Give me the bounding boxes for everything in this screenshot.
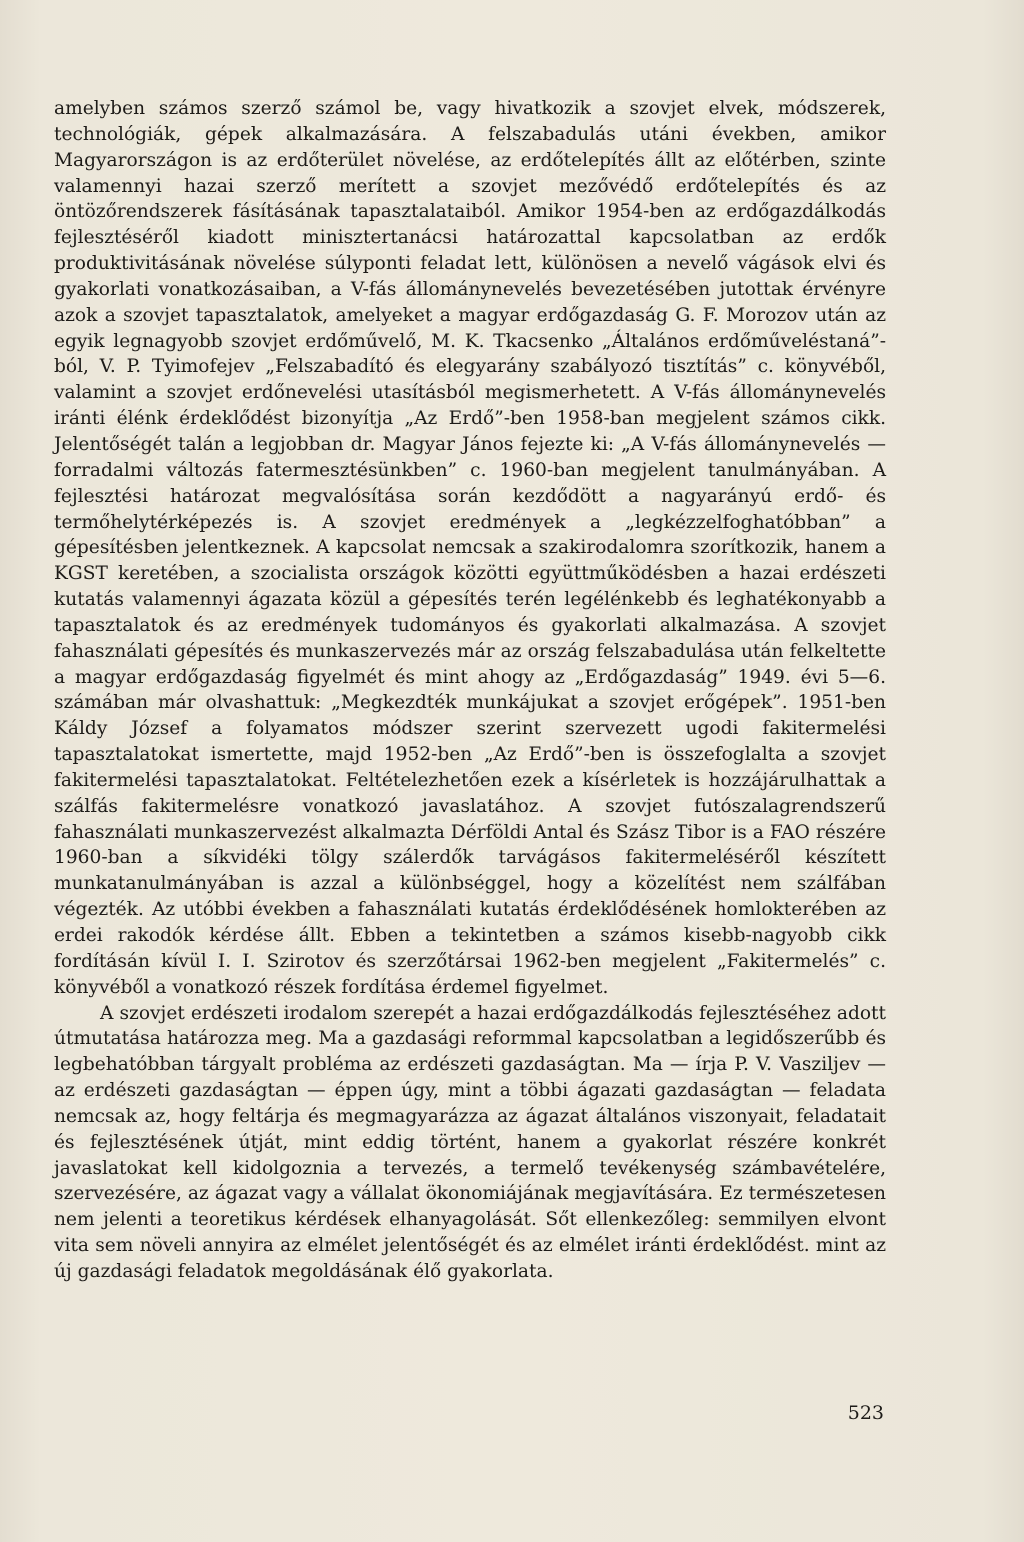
paragraph-continued: amelyben számos szerző számol be, vagy hivatkozik a szovjet elvek, módszerek, technológiák, gépek alkalmazására. A felszabadulás utáni években, amikor Magyarországon is az erdőterület növelése, az erdőtelepítés állt az előtérben, szinte valamennyi hazai szerző merített a szovjet mezővédő erdőtelepítés és az öntözőrendszerek fásításának tapasztalataiból. Amikor 1954-ben az erdőgazdálkodás fejlesztéséről kiadott minisztertanácsi határozattal kapcsolatban az erdők produktivitásának növelése súlyponti feladat lett, különösen a nevelő vágások elvi és gyakorlati vonatkozásaiban, a V-fás állománynevelés bevezetésében jutottak érvényre azok a szovjet tapasztalatok, amelyeket a magyar erdőgazdaság G. F. Morozov után az egyik legnagyobb szovjet erdőművelő, M. K. Tkacsenko „Általános erdőműveléstaná”-ból, V. P. Tyimofejev „Felszabadító és elegyarány szabályozó tisztítás” c. könyvéből, valamint a szovjet erdőnevelési utasításból megismerhetett. A V-fás állománynevelés iránti élénk érdeklődést bizonyítja „Az Erdő”-ben 1958-ban megjelent számos cikk. Jelentőségét talán a legjobban dr. Magyar János fejezte ki: „A V-fás állománynevelés — forradalmi változás fatermesztésünkben” c. 1960-ban megjelent tanulmányában. A fejlesztési határozat megvalósítása során kezdődött a nagyarányú erdő- és termőhelytérképezés is. A szovjet eredmények a „legkézzelfoghatóbban” a gépesítésben jelentkeznek. A kapcsolat nemcsak a szakirodalomra szorítkozik, hanem a KGST keretében, a szocialista országok közötti együttműködésben a hazai erdészeti kutatás valamennyi ágazata közül a gépesítés terén legélénkebb és leghatékonyabb a tapasztalatok és az eredmények tudományos és gyakorlati alkalmazása. A szovjet fahasználati gépesítés és munkaszervezés már az ország felszabadulása után felkeltette a magyar erdőgazdaság figyelmét és mint ahogy az „Erdőgazdaság” 1949. évi 5—6. számában már olvashattuk: „Megkezdték munkájukat a szovjet erőgépek”. 1951-ben Káldy József a folyamatos módszer szerint szervezett ugodi fakitermelési tapasztalatokat ismertette, majd 1952-ben „Az Erdő”-ben is összefoglalta a szovjet fakitermelési tapasztalatokat. Feltételezhetően ezek a kísérletek is hozzájárulhattak a szálfás fakitermelésre vonatkozó javaslatához. A szovjet futószalagrendszerű fahasználati munkaszervezést alkalmazta Dérföldi Antal és Szász Tibor is a FAO részére 1960-ban a síkvidéki tölgy szálerdők tarvágásos fakitermeléséről készített munkatanulmányában is azzal a különbséggel, hogy a közelítést nem szálfában végezték. Az utóbbi években a fahasználati kutatás érdeklődésének homlokterében az erdei rakodók kérdése állt. Ebben a tekintetben a számos kisebb-nagyobb cikk fordításán kívül I. I. Szirotov és szerzőtársai 1962-ben megjelent „Fakitermelés” c. könyvéből a vonatkozó részek fordítása érdemel figyelmet. <box>54 98 886 998</box>
paragraph-soviet-literature: A szovjet erdészeti irodalom szerepét a hazai erdőgazdálkodás fejlesztéséhez adott útmutatása határozza meg. Ma a gazdasági reformmal kapcsolatban a legidőszerűbb és legbehatóbban tárgyalt probléma az erdészeti gazdaságtan. Ma — írja P. V. Vasziljev — az erdészeti gazdaságtan — éppen úgy, mint a többi ágazati gazdaságtan — feladata nemcsak az, hogy feltárja és megmagyarázza az ágazat általános viszonyait, feladatait és fejlesztésének útját, mint eddig történt, hanem a gyakorlat részére konkrét javaslatokat kell kidolgoznia a tervezés, a termelő tevékenység számbavételére, szervezésére, az ágazat vagy a vállalat ökonomiájának megjavítására. Ez természetesen nem jelenti a teoretikus kérdések elhanyagolását. Sőt ellenkezőleg: semmilyen elvont vita sem növeli annyira az elmélet jelentőségét és az elmélet iránti érdeklődést. mint az új gazdasági feladatok megoldásának élő gyakorlata. <box>54 1002 886 1282</box>
body-text <box>54 96 886 1285</box>
page-number: 523 <box>847 1402 884 1424</box>
